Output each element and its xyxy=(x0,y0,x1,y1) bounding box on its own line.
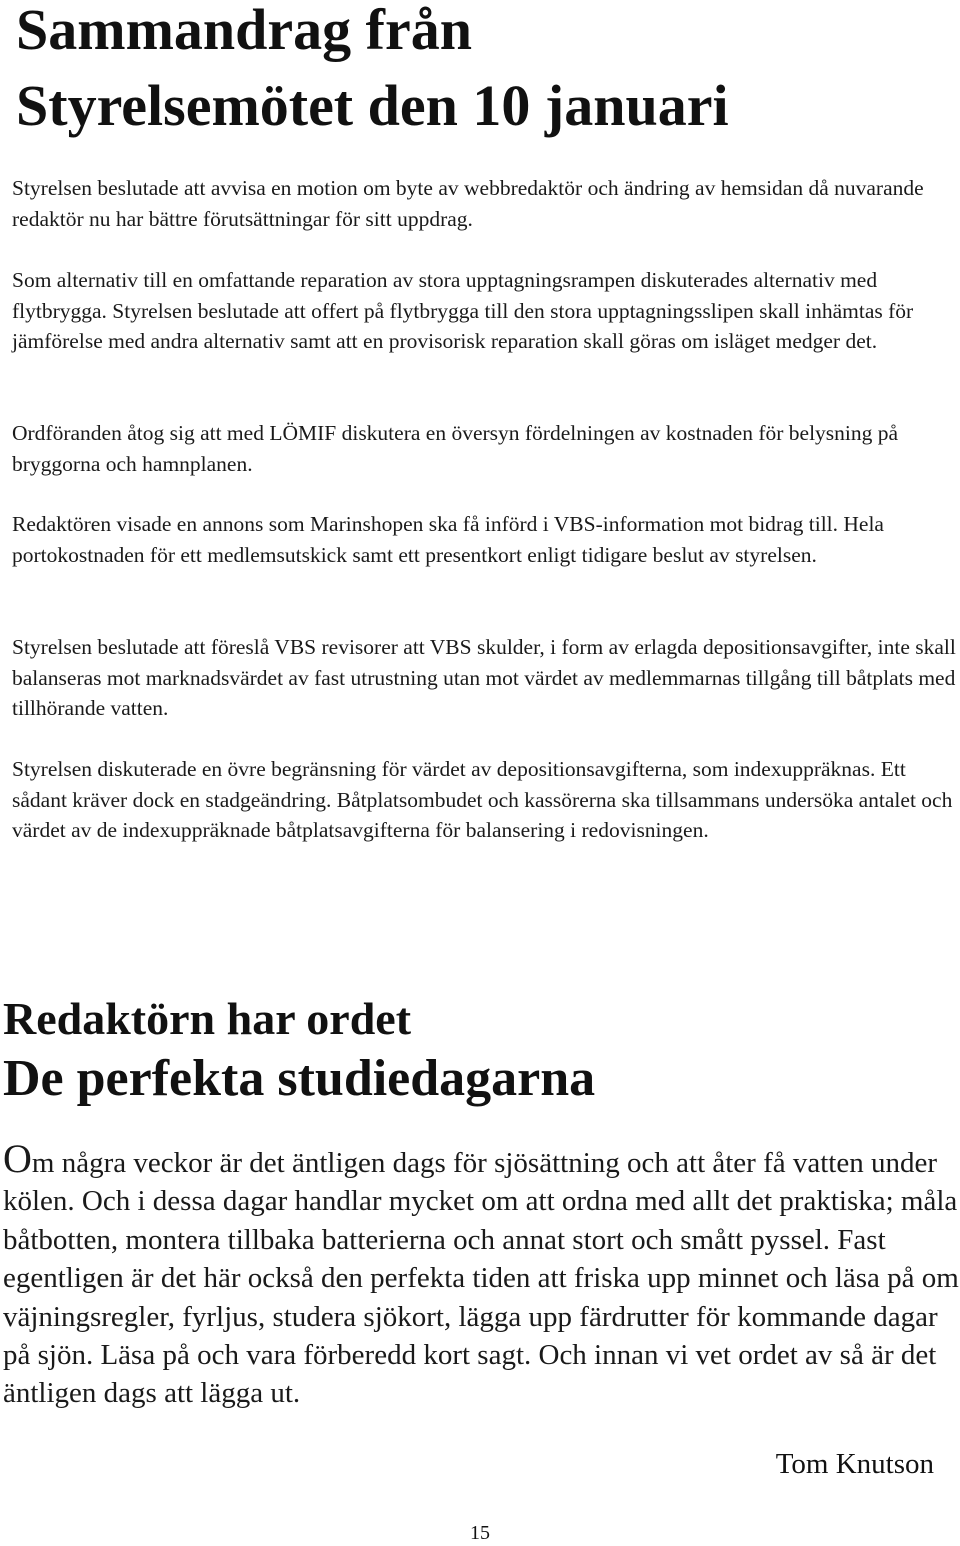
minutes-paragraph: Styrelsen beslutade att avvisa en motion om byte av webbredaktör och ändring av hemsidan då nuvarande redaktör nu har bättre förutsättningar för sitt uppdrag. xyxy=(12,176,924,231)
signature: Tom Knutson xyxy=(775,1448,934,1480)
minutes-paragraph: Som alternativ till en omfattande reparation av stora upptagningsrampen diskuterades alternativ med flytbrygga. Styrelsen beslutade att offert på flytbrygga till den stora upptagningsslipen skall inhämtas för jämförelse med andra alternativ samt att en provisorisk reparation skall göras om isläget medger det. xyxy=(12,268,914,353)
editor-article-body xyxy=(3,1136,960,1413)
minutes-paragraph: Styrelsen diskuterade en övre begränsning för värdet av depositionsavgifterna, som indexuppräknas. Ett sådant kräver dock en stadgeändring. Båtplatsombudet och kassörerna ska tillsammans undersöka antalet och värdet av de indexuppräknade båtplatsavgifterna för balansering i redovisningen. xyxy=(12,757,953,842)
editor-section-heading: Redaktörn har ordet xyxy=(3,993,412,1044)
page-title-line-1: Sammandrag från xyxy=(16,0,472,62)
article-title: De perfekta studiedagarna xyxy=(3,1050,596,1107)
minutes-paragraph: Ordföranden åtog sig att med LÖMIF diskutera en översyn fördelningen av kostnaden för belysning på bryggorna och hamnplanen. xyxy=(12,421,899,476)
page-number: 15 xyxy=(470,1522,490,1544)
page-title-line-2: Styrelsemötet den 10 januari xyxy=(16,73,729,138)
article-text: m några veckor är det äntligen dags för sjösättning och att åter få vatten under kölen. Och i dessa dagar handlar mycket om att ordna med allt det praktiska; måla båtbotten, montera tillbaka batterierna och annat stort och smått pyssel. Fast egentligen är det här också den perfekta tiden att friska upp minnet och läsa på om väjningsregler, fyrljus, studera sjökort, lägga upp färdrutter för kommande dagar på sjön. Läsa på och vara förberedd kort sagt. Och innan vi vet ordet av så är det äntligen dags att lägga ut. xyxy=(3,1147,959,1410)
drop-cap: O xyxy=(3,1136,32,1181)
minutes-paragraph: Styrelsen beslutade att föreslå VBS revisorer att VBS skulder, i form av erlagda depositionsavgifter, inte skall balanseras mot marknadsvärdet av fast utrustning utan mot värdet av medlemmarnas tillgång till båtplats med tillhörande vatten. xyxy=(12,635,956,720)
minutes-paragraph: Redaktören visade en annons som Marinshopen ska få införd i VBS-information mot bidrag till. Hela portokostnaden för ett medlemsutskick samt ett presentkort enligt tidigare beslut av styrelsen. xyxy=(12,512,884,567)
